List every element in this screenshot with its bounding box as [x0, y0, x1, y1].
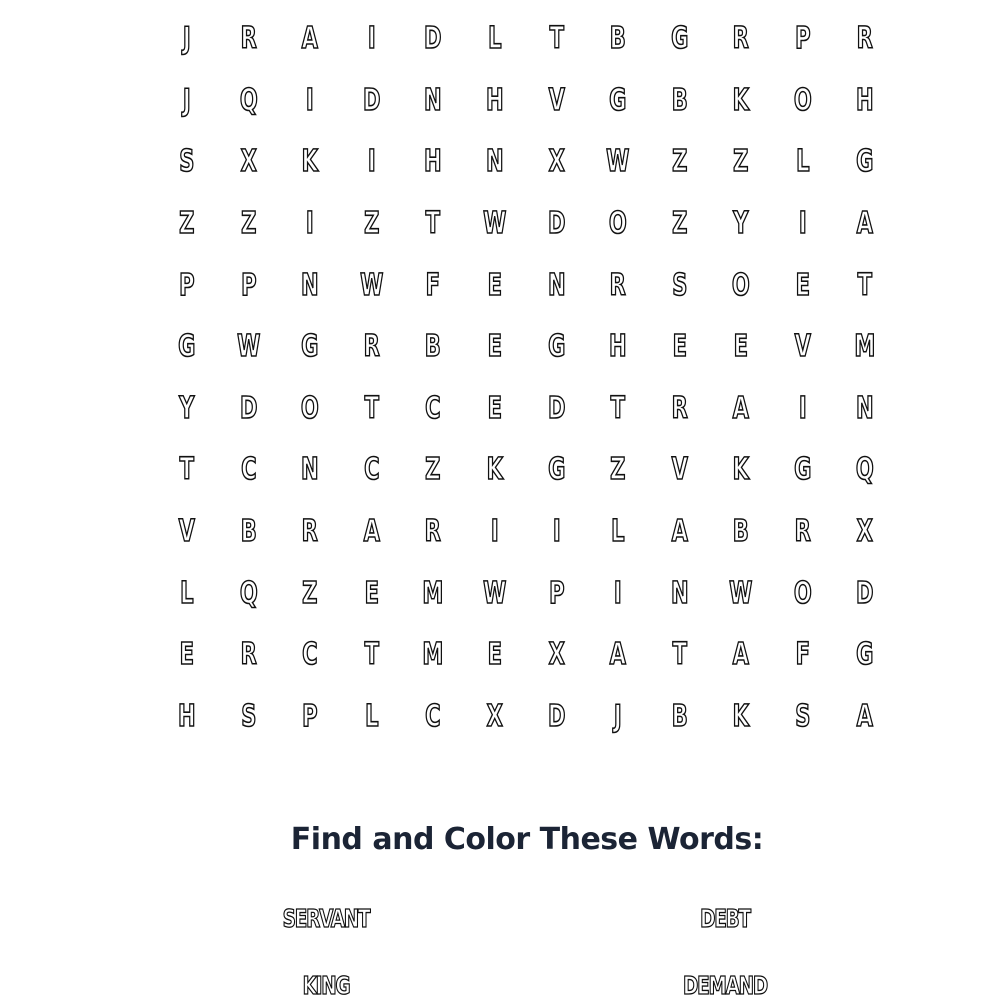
grid-letter-cell[interactable]: H: [485, 82, 504, 118]
grid-letter-cell[interactable]: A: [301, 21, 319, 57]
grid-letter-cell[interactable]: X: [486, 698, 503, 734]
grid-letter-cell[interactable]: M: [853, 329, 875, 365]
grid-letter-cell[interactable]: D: [547, 698, 566, 734]
grid-letter-cell[interactable]: C: [240, 452, 257, 488]
grid-letter-cell[interactable]: F: [795, 637, 810, 673]
grid-letter-cell[interactable]: I: [798, 206, 807, 242]
grid-letter-cell[interactable]: N: [301, 452, 319, 488]
grid-letter-cell[interactable]: M: [422, 575, 444, 611]
grid-letter-cell[interactable]: B: [240, 514, 257, 550]
grid-letter-cell[interactable]: V: [548, 82, 565, 118]
grid-letter-cell[interactable]: P: [179, 267, 195, 303]
grid-letter-cell[interactable]: A: [609, 637, 627, 673]
grid-letter-cell[interactable]: O: [732, 267, 751, 303]
grid-letter-cell[interactable]: Y: [733, 206, 749, 242]
grid-letter-cell[interactable]: O: [793, 82, 812, 118]
grid-letter-cell[interactable]: E: [487, 267, 502, 303]
grid-letter-cell[interactable]: N: [670, 575, 689, 611]
grid-letter-cell[interactable]: R: [425, 514, 442, 550]
grid-letter-cell[interactable]: D: [239, 390, 258, 426]
grid-letter-cell[interactable]: R: [733, 21, 750, 57]
grid-letter-cell[interactable]: B: [733, 514, 750, 550]
grid-letter-cell[interactable]: T: [179, 452, 194, 488]
grid-letter-cell[interactable]: W: [483, 206, 507, 242]
grid-letter-cell[interactable]: G: [547, 329, 566, 365]
grid-letter-cell[interactable]: E: [487, 637, 502, 673]
grid-letter-cell[interactable]: W: [483, 575, 507, 611]
grid-letter-cell[interactable]: D: [424, 21, 442, 57]
grid-letter-cell[interactable]: S: [795, 698, 811, 734]
grid-letter-cell[interactable]: I: [614, 575, 622, 611]
grid-letter-cell[interactable]: X: [240, 144, 257, 180]
grid-letter-cell[interactable]: L: [180, 575, 194, 611]
grid-letter-cell[interactable]: D: [547, 206, 566, 242]
grid-letter-cell[interactable]: R: [609, 267, 627, 303]
grid-letter-cell[interactable]: D: [362, 82, 381, 118]
grid-letter-cell[interactable]: I: [306, 82, 314, 118]
grid-letter-cell[interactable]: R: [794, 514, 811, 550]
grid-letter-cell[interactable]: G: [301, 329, 319, 365]
grid-letter-cell[interactable]: P: [302, 698, 318, 734]
word-list-item: KING: [302, 971, 350, 1000]
grid-letter-cell[interactable]: A: [856, 698, 873, 734]
grid-letter-cell[interactable]: C: [363, 452, 380, 488]
grid-letter-cell[interactable]: E: [487, 329, 502, 365]
grid-letter-cell[interactable]: G: [178, 329, 196, 365]
grid-letter-cell[interactable]: E: [487, 390, 502, 426]
grid-letter-cell[interactable]: V: [794, 329, 811, 365]
grid-letter-cell[interactable]: T: [364, 637, 379, 673]
word-list: [0, 896, 1000, 1006]
grid-letter-cell[interactable]: K: [301, 144, 319, 180]
grid-letter-cell[interactable]: A: [732, 390, 750, 426]
grid-letter-cell[interactable]: R: [363, 329, 380, 365]
grid-letter-cell[interactable]: P: [548, 575, 565, 611]
grid-letter-cell[interactable]: I: [367, 21, 376, 57]
grid-letter-cell[interactable]: X: [856, 514, 873, 550]
grid-letter-cell[interactable]: D: [855, 575, 874, 611]
grid-letter-cell[interactable]: L: [796, 144, 810, 180]
grid-letter-cell[interactable]: E: [179, 637, 194, 673]
grid-letter-cell[interactable]: G: [609, 82, 627, 118]
grid-letter-cell[interactable]: X: [548, 144, 565, 180]
grid-letter-cell[interactable]: G: [547, 452, 566, 488]
grid-letter-cell[interactable]: A: [363, 514, 380, 550]
grid-letter-cell[interactable]: H: [855, 82, 874, 118]
grid-letter-cell[interactable]: K: [732, 698, 750, 734]
grid-letter-cell[interactable]: B: [425, 329, 442, 365]
grid-letter-cell[interactable]: F: [425, 267, 441, 303]
grid-letter-cell[interactable]: S: [671, 267, 688, 303]
grid-letter-cell[interactable]: Z: [671, 206, 688, 242]
grid-letter-cell[interactable]: O: [608, 206, 627, 242]
grid-letter-cell[interactable]: Q: [855, 452, 874, 488]
grid-letter-cell[interactable]: Z: [240, 206, 257, 242]
grid-letter-cell[interactable]: S: [240, 698, 256, 734]
grid-letter-cell[interactable]: X: [548, 637, 565, 673]
grid-letter-cell[interactable]: L: [611, 514, 625, 550]
grid-letter-cell[interactable]: L: [364, 698, 379, 734]
grid-letter-cell[interactable]: N: [485, 144, 504, 180]
grid-letter-cell[interactable]: B: [671, 698, 688, 734]
grid-letter-cell[interactable]: M: [422, 637, 444, 673]
grid-letter-cell[interactable]: R: [856, 21, 873, 57]
word-list-item: SERVANT: [282, 904, 370, 933]
grid-letter-cell[interactable]: B: [671, 82, 688, 118]
grid-letter-cell[interactable]: P: [240, 267, 257, 303]
grid-letter-cell[interactable]: W: [236, 329, 261, 365]
grid-letter-cell[interactable]: H: [177, 698, 196, 734]
grid-letter-cell[interactable]: D: [547, 390, 566, 426]
grid-letter-cell[interactable]: T: [425, 206, 441, 242]
grid-letter-cell[interactable]: E: [672, 329, 687, 365]
grid-letter-cell[interactable]: E: [364, 575, 379, 611]
grid-letter-cell[interactable]: J: [182, 21, 191, 57]
grid-letter-cell[interactable]: Z: [425, 452, 441, 488]
grid-letter-cell[interactable]: Q: [239, 82, 258, 118]
grid-letter-cell[interactable]: O: [301, 390, 319, 426]
grid-letter-cell[interactable]: W: [359, 267, 384, 303]
grid-letter-cell[interactable]: R: [240, 21, 257, 57]
grid-letter-cell[interactable]: N: [301, 267, 319, 303]
grid-letter-cell[interactable]: B: [609, 21, 626, 57]
grid-letter-cell[interactable]: L: [488, 21, 502, 57]
grid-letter-cell[interactable]: W: [606, 144, 630, 180]
word-list-item: DEMAND: [683, 971, 767, 1000]
grid-letter-cell[interactable]: N: [855, 390, 874, 426]
grid-letter-cell[interactable]: E: [733, 329, 749, 365]
grid-letter-cell[interactable]: N: [547, 267, 566, 303]
grid-letter-cell[interactable]: C: [425, 390, 441, 426]
grid-letter-cell[interactable]: S: [179, 144, 195, 180]
grid-letter-cell[interactable]: Q: [239, 575, 258, 611]
grid-letter-cell[interactable]: I: [798, 390, 807, 426]
grid-letter-cell[interactable]: K: [732, 82, 750, 118]
grid-letter-cell[interactable]: G: [670, 21, 689, 57]
grid-letter-cell[interactable]: V: [671, 452, 688, 488]
grid-letter-cell[interactable]: T: [364, 390, 379, 426]
grid-letter-cell[interactable]: I: [367, 144, 376, 180]
grid-letter-cell[interactable]: P: [795, 21, 811, 57]
grid-letter-cell[interactable]: A: [856, 206, 873, 242]
grid-letter-cell[interactable]: Z: [302, 575, 318, 611]
grid-letter-cell[interactable]: Z: [671, 144, 688, 180]
grid-letter-cell[interactable]: H: [424, 144, 442, 180]
grid-letter-cell[interactable]: A: [732, 637, 750, 673]
grid-letter-cell[interactable]: T: [610, 390, 626, 426]
grid-letter-cell[interactable]: G: [855, 637, 873, 673]
grid-letter-cell[interactable]: C: [425, 698, 441, 734]
grid-letter-cell[interactable]: Z: [733, 144, 749, 180]
grid-letter-cell[interactable]: I: [552, 514, 561, 550]
grid-letter-cell[interactable]: T: [672, 637, 687, 673]
word-list-heading: Find and Color These Words:: [290, 822, 764, 857]
grid-letter-cell[interactable]: Z: [610, 452, 626, 488]
grid-letter-cell[interactable]: K: [732, 452, 750, 488]
grid-letter-cell[interactable]: H: [609, 329, 627, 365]
grid-letter-cell[interactable]: Z: [179, 206, 195, 242]
grid-letter-cell[interactable]: I: [490, 514, 499, 550]
grid-letter-cell[interactable]: W: [729, 575, 753, 611]
grid-letter-cell[interactable]: G: [794, 452, 812, 488]
grid-letter-cell[interactable]: K: [486, 452, 503, 488]
grid-letter-cell[interactable]: V: [178, 514, 195, 550]
grid-letter-cell[interactable]: C: [302, 637, 318, 673]
grid-letter-cell[interactable]: E: [795, 267, 810, 303]
grid-letter-cell[interactable]: I: [306, 206, 314, 242]
grid-letter-cell[interactable]: N: [424, 82, 442, 118]
grid-letter-cell[interactable]: Z: [363, 206, 380, 242]
grid-letter-cell[interactable]: Y: [179, 390, 195, 426]
grid-letter-cell[interactable]: R: [301, 514, 319, 550]
grid-letter-cell[interactable]: T: [857, 267, 872, 303]
word-list-item: DEBT: [700, 904, 750, 933]
grid-letter-cell[interactable]: A: [671, 514, 688, 550]
grid-letter-cell[interactable]: J: [182, 82, 191, 118]
word-search-grid: [156, 8, 895, 747]
grid-letter-cell[interactable]: R: [671, 390, 688, 426]
grid-letter-cell[interactable]: T: [549, 21, 564, 57]
grid-letter-cell[interactable]: J: [614, 698, 622, 734]
grid-letter-cell[interactable]: G: [855, 144, 873, 180]
grid-letter-cell[interactable]: O: [793, 575, 812, 611]
grid-letter-cell[interactable]: R: [240, 637, 257, 673]
